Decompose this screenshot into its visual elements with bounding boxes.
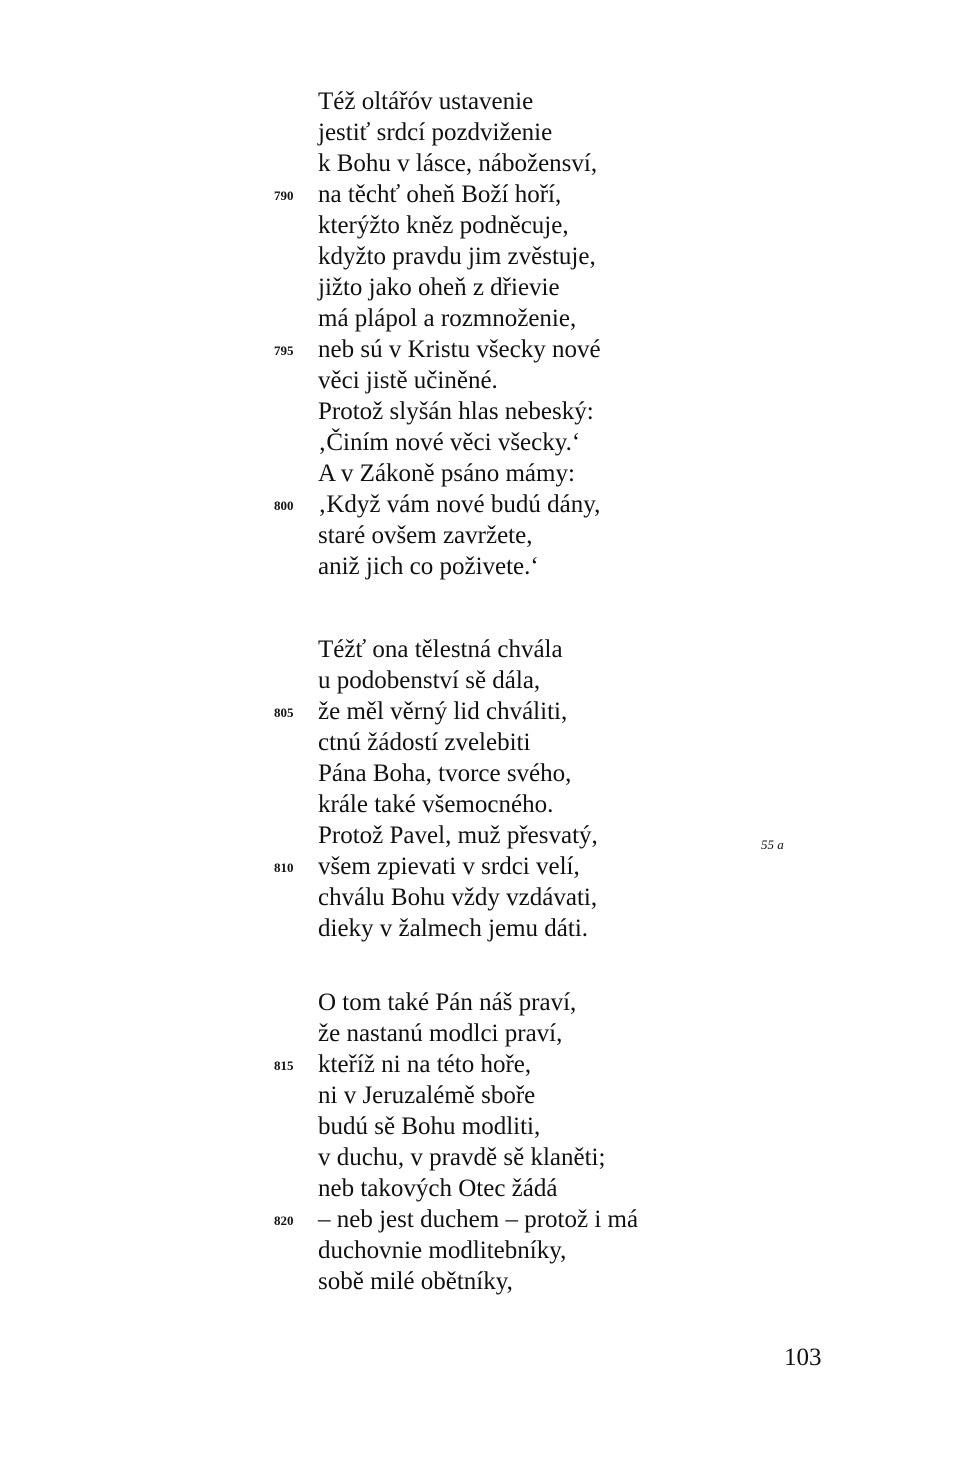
verse-line [274, 1049, 638, 1080]
verse-line [274, 851, 598, 882]
verse-line [318, 1142, 638, 1173]
verse-line [318, 758, 598, 789]
line-number: 820 [274, 1213, 294, 1228]
line-number: 810 [274, 860, 294, 875]
verse-text: staré ovšem zavržete, [318, 522, 533, 549]
verse-text: chválu Bohu vždy vzdávati, [318, 884, 598, 911]
verse-line [318, 396, 601, 427]
verse-line [318, 272, 601, 303]
verse-line [318, 820, 598, 851]
verse-line [318, 551, 601, 582]
verse-text: má plápol a rozmnoženie, [318, 305, 577, 332]
verse-text: duchovnie modlitebníky, [318, 1237, 567, 1264]
verse-line [318, 1235, 638, 1266]
stanza-3 [274, 987, 639, 1297]
stanza-2 [274, 634, 598, 944]
stanza-1 [274, 86, 601, 582]
verse-line [318, 1266, 638, 1297]
verse-line [274, 179, 601, 210]
verse-text: budú sě Bohu modliti, [318, 1113, 541, 1140]
verse-line [318, 241, 601, 272]
verse-text: kterýžto kněz podněcuje, [318, 212, 569, 239]
verse-text: k Bohu v lásce, nábožensví, [318, 150, 598, 177]
verse-line [318, 665, 598, 696]
folio-margin-note: 55 a [761, 837, 784, 852]
verse-line [318, 365, 601, 396]
verse-text: Téžť ona tělestná chvála [318, 636, 563, 663]
verse-text: krále také všemocného. [318, 791, 554, 818]
verse-text: jižto jako oheň z dřievie [318, 274, 560, 301]
verse-line [318, 1173, 638, 1204]
verse-line [274, 1204, 639, 1235]
verse-line [318, 427, 601, 458]
verse-text: ‚Činím nové věci všecky.‘ [318, 429, 581, 456]
verse-line [318, 148, 601, 179]
verse-text: že měl věrný lid chváliti, [318, 698, 568, 725]
verse-text: v duchu, v pravdě sě klaněti; [318, 1144, 606, 1171]
verse-line [318, 520, 601, 551]
verse-text: – neb jest duchem – protož i má [318, 1206, 639, 1233]
verse-text: sobě milé obětníky, [318, 1268, 513, 1295]
verse-line [318, 634, 598, 665]
verse-line [318, 117, 601, 148]
verse-text: A v Zákoně psáno mámy: [318, 460, 575, 487]
verse-line [318, 86, 601, 117]
verse-text: kdyžto pravdu jim zvěstuje, [318, 243, 596, 270]
verse-line [318, 913, 598, 944]
verse-line [318, 1080, 638, 1111]
verse-line [318, 458, 601, 489]
verse-text: Pána Boha, tvorce svého, [318, 760, 572, 787]
verse-text: že nastanú modlci praví, [318, 1020, 563, 1047]
verse-text: ‚Když vám nové budú dány, [318, 491, 601, 518]
verse-text: všem zpievati v srdci velí, [318, 853, 580, 880]
page-number: 103 [784, 1344, 822, 1371]
verse-line [318, 1111, 638, 1142]
verse-text: O tom také Pán náš praví, [318, 989, 577, 1016]
verse-line [274, 489, 601, 520]
verse-text: jestiť srdcí pozdviženie [318, 119, 553, 146]
verse-text: aniž jich co poživete.‘ [318, 553, 539, 580]
verse-text: ni v Jeruzalémě sboře [318, 1082, 536, 1109]
verse-line [318, 1018, 638, 1049]
verse-line [318, 303, 601, 334]
line-number: 790 [274, 188, 294, 203]
verse-line [318, 210, 601, 241]
line-number: 800 [274, 498, 294, 513]
verse-text: ctnú žádostí zvelebiti [318, 729, 531, 756]
verse-text: neb takových Otec žádá [318, 1175, 558, 1202]
verse-text: u podobenství sě dála, [318, 667, 541, 694]
verse-text: neb sú v Kristu všecky nové [318, 336, 601, 363]
verse-text: dieky v žalmech jemu dáti. [318, 915, 589, 942]
verse-line [318, 789, 598, 820]
verse-line [274, 696, 598, 727]
verse-text: Protož slyšán hlas nebeský: [318, 398, 594, 425]
line-number: 815 [274, 1058, 294, 1073]
verse-text: věci jistě učiněné. [318, 367, 498, 394]
verse-text: Protož Pavel, muž přesvatý, [318, 822, 598, 849]
line-number: 795 [274, 343, 294, 358]
verse-line [318, 987, 638, 1018]
verse-line [318, 882, 598, 913]
verse-text: na těchť oheň Boží hoří, [318, 181, 562, 208]
line-number: 805 [274, 705, 294, 720]
verse-line [274, 334, 601, 365]
verse-text: kteříž ni na této hoře, [318, 1051, 532, 1078]
verse-text: Též oltářóv ustavenie [318, 88, 534, 115]
verse-line [318, 727, 598, 758]
